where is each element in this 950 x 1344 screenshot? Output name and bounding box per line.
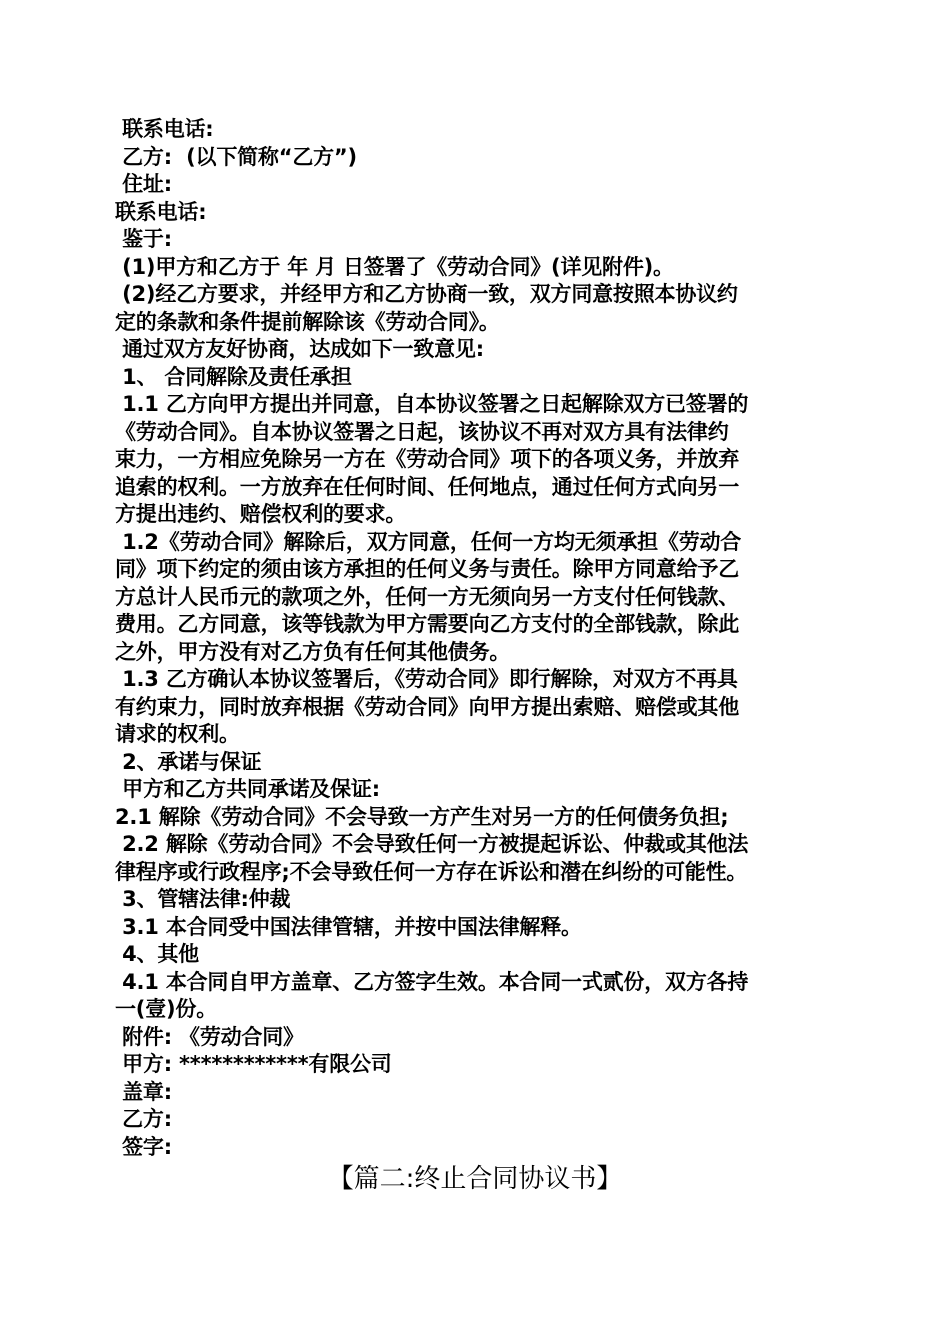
text-line: 盖章: xyxy=(115,1079,172,1104)
text-line: 甲方: ************有限公司 xyxy=(115,1052,392,1076)
text-line: 方提出违约、赔偿权利的要求。 xyxy=(115,502,407,526)
text-line: 附件: 《劳动合同》 xyxy=(115,1024,304,1049)
agreement-body xyxy=(115,116,837,1161)
text-line: 有约束力，同时放弃根据《劳动合同》向甲方提出索赔、赔偿或其他 xyxy=(115,694,739,719)
text-line: 乙方: xyxy=(115,1107,172,1131)
text-line: 之外，甲方没有对乙方负有任何其他债务。 xyxy=(115,639,511,664)
text-line: 3.1 本合同受中国法律管辖，并按中国法律解释。 xyxy=(115,914,582,939)
text-line: (2)经乙方要求，并经甲方和乙方协商一致，双方同意按照本协议约 xyxy=(115,282,738,306)
text-line: 鉴于: xyxy=(115,227,172,251)
text-line: 住址: xyxy=(115,172,172,196)
text-line: 4.1 本合同自甲方盖章、乙方签字生效。本合同一式贰份，双方各持 xyxy=(115,969,749,994)
text-line: 2、承诺与保证 xyxy=(115,749,262,774)
text-line: 甲方和乙方共同承诺及保证: xyxy=(115,777,380,801)
text-line: 追索的权利。一方放弃在任何时间、任何地点，通过任何方式向另一 xyxy=(115,474,739,499)
text-line: 《劳动合同》。自本协议签署之日起，该协议不再对双方具有法律约 xyxy=(115,419,729,444)
text-line: 1.3 乙方确认本协议签署后，《劳动合同》即行解除，对双方不再具 xyxy=(115,667,738,691)
text-line: 1、 合同解除及责任承担 xyxy=(115,364,352,389)
text-line: 联系电话: xyxy=(115,199,207,224)
text-line: 一(壹)份。 xyxy=(115,997,217,1021)
text-line: 请求的权利。 xyxy=(115,722,240,746)
text-line: 联系电话: xyxy=(115,117,214,141)
section-heading: 【篇二:终止合同协议书】 xyxy=(327,1164,623,1194)
text-line: 律程序或行政程序;不会导致任何一方存在诉讼和潜在纠纷的可能性。 xyxy=(115,859,748,884)
text-line: (1)甲方和乙方于 年 月 日签署了《劳动合同》(详见附件)。 xyxy=(115,254,674,279)
text-line: 定的条款和条件提前解除该《劳动合同》。 xyxy=(115,309,500,334)
text-line: 乙方: (以下简称“乙方”) xyxy=(115,144,357,169)
text-line: 束力，一方相应免除另一方在《劳动合同》项下的各项义务，并放弃 xyxy=(115,447,739,471)
text-line: 同》项下约定的须由该方承担的任何义务与责任。除甲方同意给予乙 xyxy=(115,557,739,581)
text-line: 费用。乙方同意，该等钱款为甲方需要向乙方支付的全部钱款，除此 xyxy=(115,612,739,636)
text-line: 1.1 乙方向甲方提出并同意，自本协议签署之日起解除双方已签署的 xyxy=(115,392,749,416)
text-line: 1.2《劳动合同》解除后，双方同意，任何一方均无须承担《劳动合 xyxy=(115,529,742,554)
text-line: 4、其他 xyxy=(115,942,199,966)
text-line: 2.2 解除《劳动合同》不会导致任何一方被提起诉讼、仲裁或其他法 xyxy=(115,832,749,856)
text-line: 签字: xyxy=(115,1134,172,1159)
text-line: 3、管辖法律:仲裁 xyxy=(115,887,291,911)
text-line: 方总计人民币元的款项之外，任何一方无须向另一方支付任何钱款、 xyxy=(115,584,739,609)
text-line: 通过双方友好协商，达成如下一致意见: xyxy=(115,337,484,361)
text-line: 2.1 解除《劳动合同》不会导致一方产生对另一方的任何债务负担; xyxy=(115,804,729,829)
